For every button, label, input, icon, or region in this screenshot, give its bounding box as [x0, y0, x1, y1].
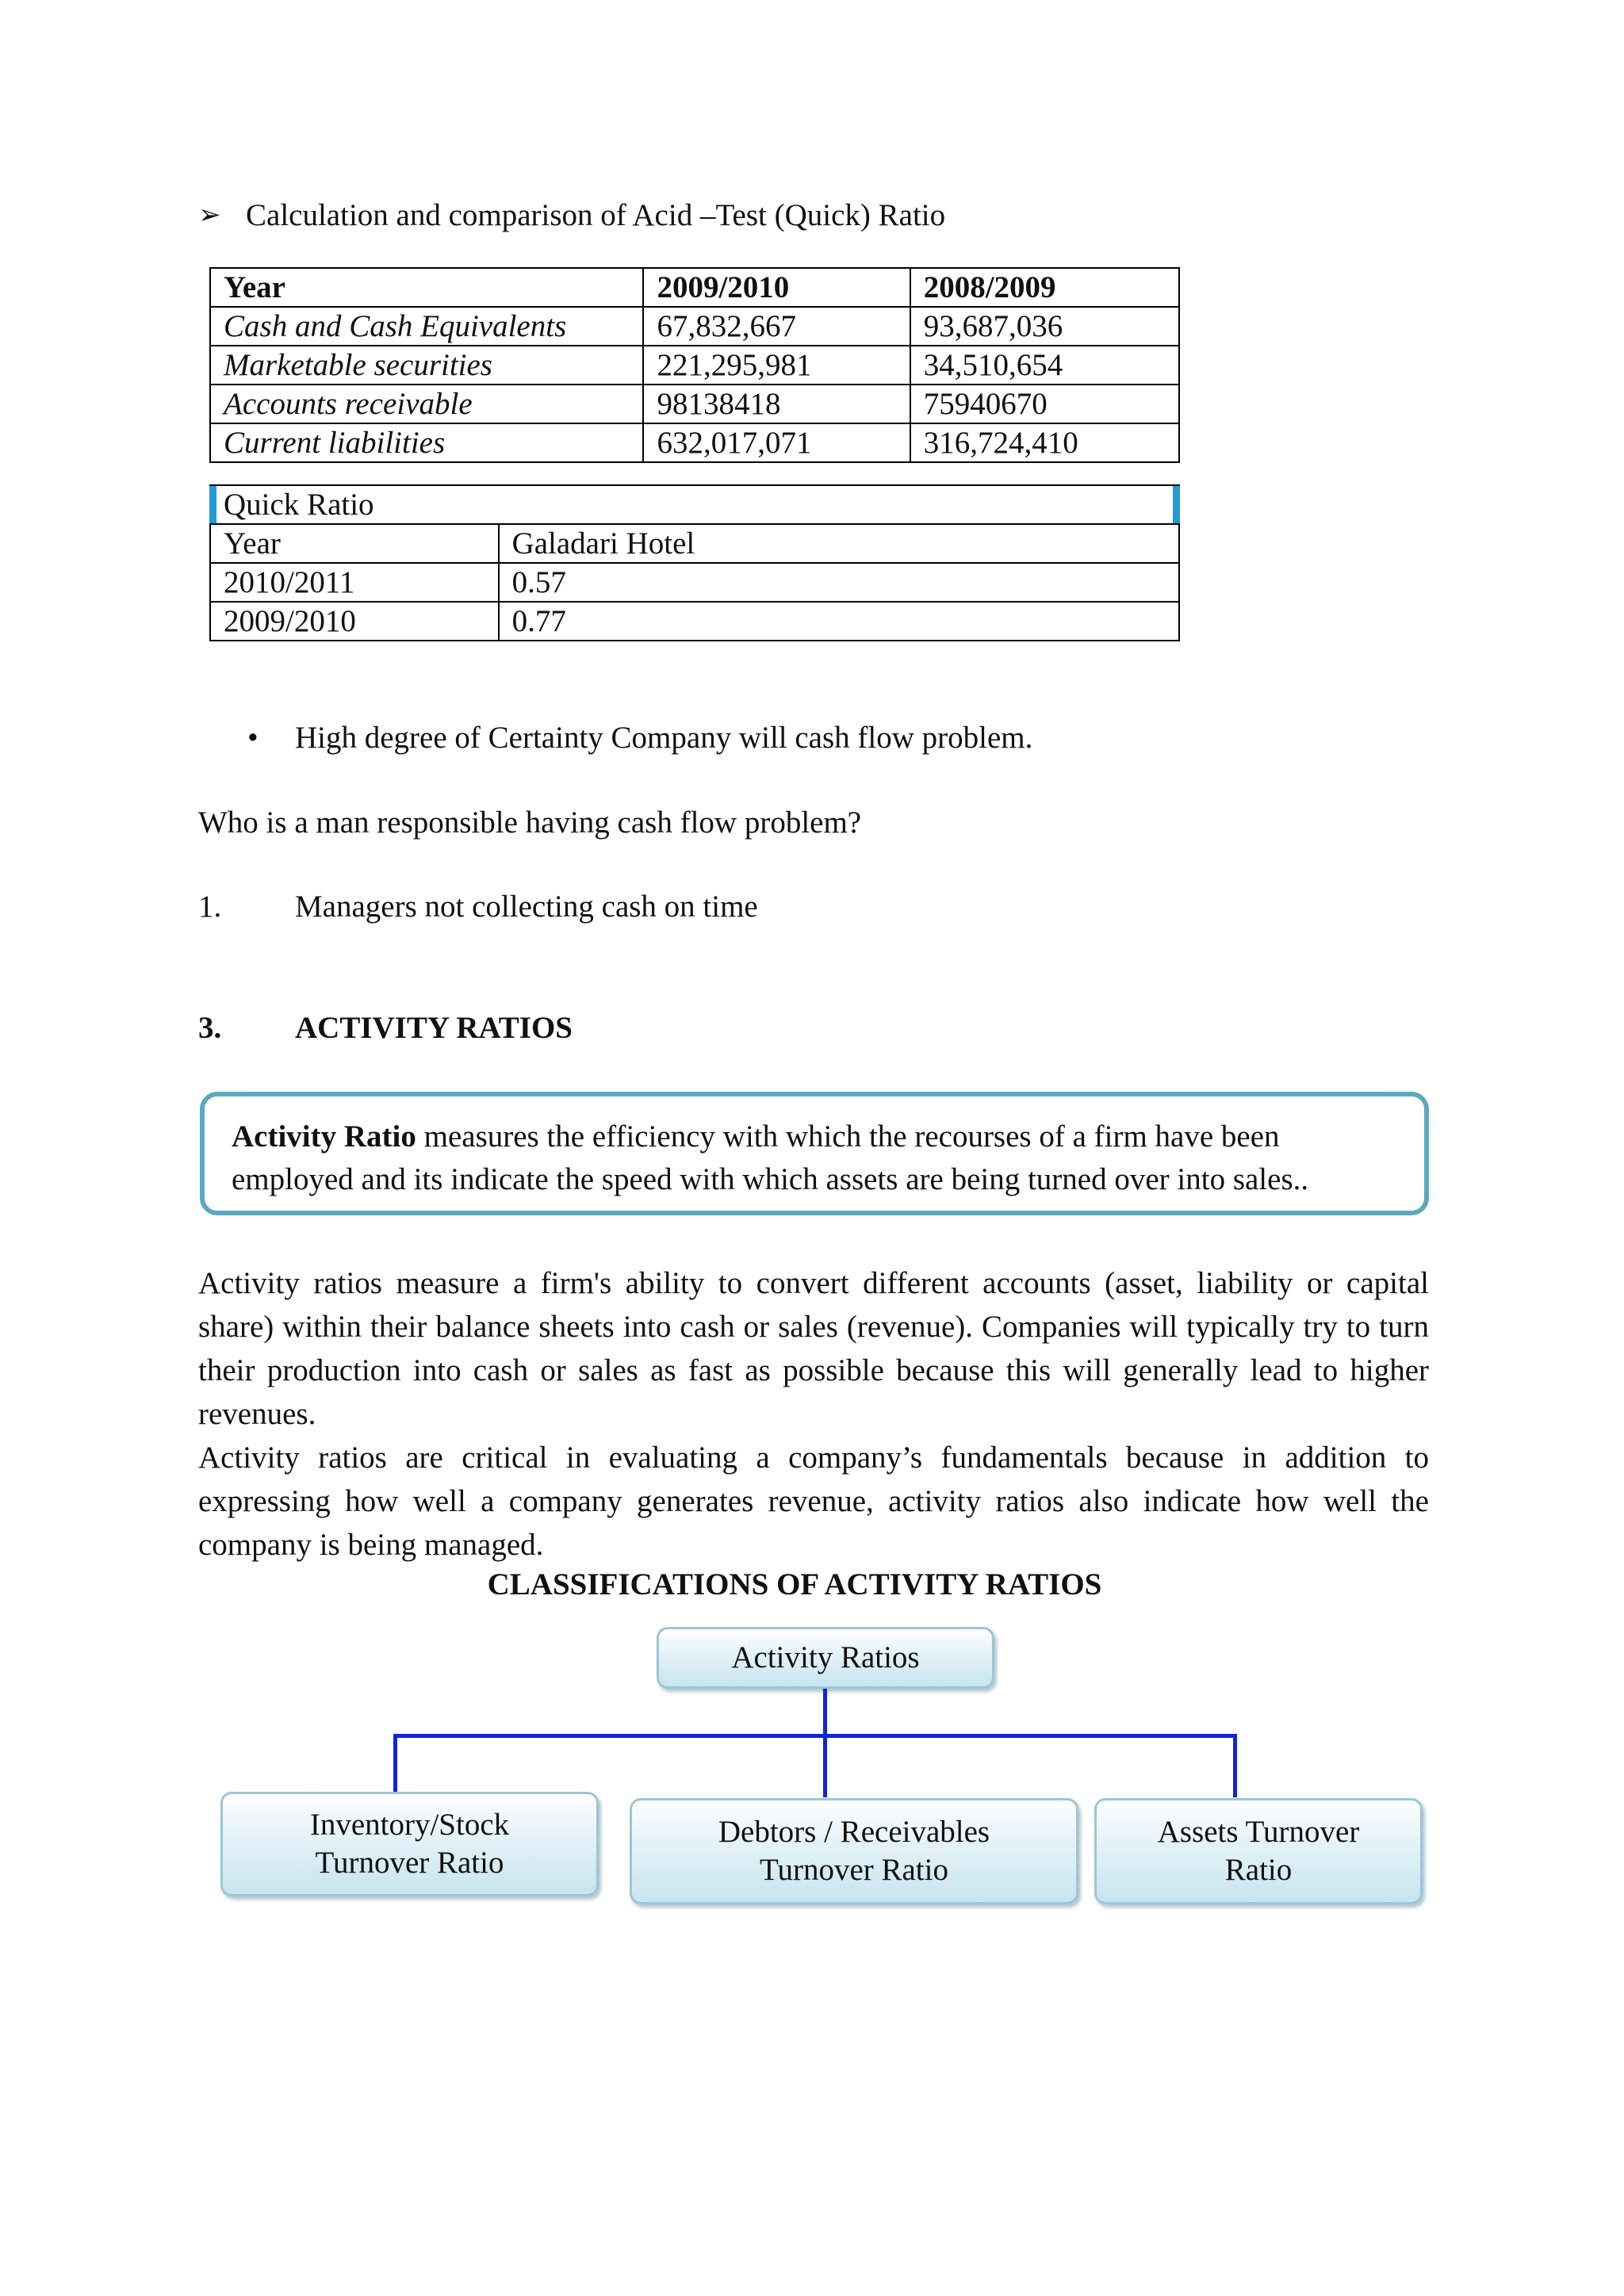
- node-label: Turnover Ratio: [315, 1846, 504, 1880]
- table-cell: 2010/2011: [210, 563, 499, 602]
- title-left-marker: [209, 486, 216, 523]
- child-node-assets-turnover: [1094, 1798, 1423, 1904]
- table-cell: 75940670: [910, 385, 1179, 423]
- activity-ratio-definition-box: [200, 1092, 1429, 1215]
- connector-line: [823, 1734, 827, 1797]
- table-cell: 93,687,036: [910, 307, 1179, 346]
- quick-ratio-title: Quick Ratio: [224, 487, 374, 522]
- table-cell: 316,724,410: [910, 423, 1179, 462]
- table-cell: 98138418: [643, 385, 910, 423]
- quick-ratio-heading: Calculation and comparison of Acid –Test (Quick) Ratio: [246, 198, 946, 232]
- table-header-cell: Year: [210, 524, 499, 563]
- node-label: Turnover Ratio: [760, 1853, 948, 1887]
- table-row: [210, 423, 1179, 462]
- connector-line: [1233, 1734, 1237, 1797]
- quick-ratio-table: [209, 484, 1180, 641]
- connector-line: [393, 1734, 1237, 1738]
- table-cell: 221,295,981: [643, 346, 910, 385]
- table-cell: 0.77: [499, 602, 1179, 641]
- child-node-debtors-turnover: [630, 1798, 1078, 1904]
- node-label: Ratio: [1224, 1853, 1293, 1887]
- arrow-bullet-icon: ➢: [198, 201, 221, 230]
- list-item: Managers not collecting cash on time: [295, 890, 758, 924]
- table-header-cell: Galadari Hotel: [499, 524, 1179, 563]
- table-cell: 67,832,667: [643, 307, 910, 346]
- table-cell: 0.57: [499, 563, 1179, 602]
- table-row: [210, 385, 1179, 423]
- table-header-cell: 2008/2009: [910, 268, 1179, 307]
- question-text: Who is a man responsible having cash flow problem?: [198, 806, 862, 840]
- table-row: [210, 346, 1179, 385]
- child-node-inventory-turnover: [220, 1792, 599, 1896]
- table-header-cell: Year: [210, 268, 643, 307]
- node-label: Assets Turnover: [1157, 1815, 1360, 1849]
- connector-line: [393, 1734, 397, 1793]
- table-cell: 632,017,071: [643, 423, 910, 462]
- row-label: Current liabilities: [210, 423, 643, 462]
- row-label: Marketable securities: [210, 346, 643, 385]
- bullet-text: High degree of Certainty Company will cash flow problem.: [295, 721, 1033, 755]
- table-header-row: [210, 268, 1179, 307]
- paragraph-1: Activity ratios measure a firm's ability to convert different accounts (asset, liability or capital share) within their balance sheets into cash or sales (revenue). Companies will typically try to turn their production into cash or sales as fast as possible because this will generally lead to higher revenues.: [198, 1266, 1429, 1431]
- table-header-row: [210, 524, 1179, 563]
- root-node-activity-ratios: [657, 1627, 994, 1689]
- table-cell: 2009/2010: [210, 602, 499, 641]
- definition-text: measures the efficiency with which the recourses of a firm have been employed and its indicate the speed with which assets are being turned over into sales..: [232, 1119, 1309, 1196]
- node-label: Inventory/Stock: [309, 1808, 510, 1842]
- paragraph-2: Activity ratios are critical in evaluating a company’s fundamentals because in addition to expressing how well a company generates revenue, activity ratios also indicate how well the company is being managed.: [198, 1441, 1429, 1562]
- node-label: Activity Ratios: [731, 1640, 920, 1674]
- quick-ratio-title-cell: [210, 485, 1179, 524]
- table-row: [210, 307, 1179, 346]
- section-title: ACTIVITY RATIOS: [295, 1011, 573, 1045]
- definition-term: Activity Ratio: [232, 1119, 416, 1154]
- acid-test-data-table: [209, 267, 1180, 463]
- table-row: [210, 602, 1179, 641]
- connector-line: [823, 1689, 827, 1737]
- row-label: Cash and Cash Equivalents: [210, 307, 643, 346]
- list-number: 1.: [198, 890, 222, 924]
- bullet-icon: •: [247, 721, 259, 755]
- table-title-row: [210, 485, 1179, 524]
- node-label: Debtors / Receivables: [718, 1815, 990, 1849]
- diagram-title: CLASSIFICATIONS OF ACTIVITY RATIOS: [487, 1567, 1102, 1601]
- table-cell: 34,510,654: [910, 346, 1179, 385]
- table-row: [210, 563, 1179, 602]
- row-label: Accounts receivable: [210, 385, 643, 423]
- section-number: 3.: [198, 1011, 222, 1045]
- table-header-cell: 2009/2010: [643, 268, 910, 307]
- title-right-marker: [1173, 486, 1180, 523]
